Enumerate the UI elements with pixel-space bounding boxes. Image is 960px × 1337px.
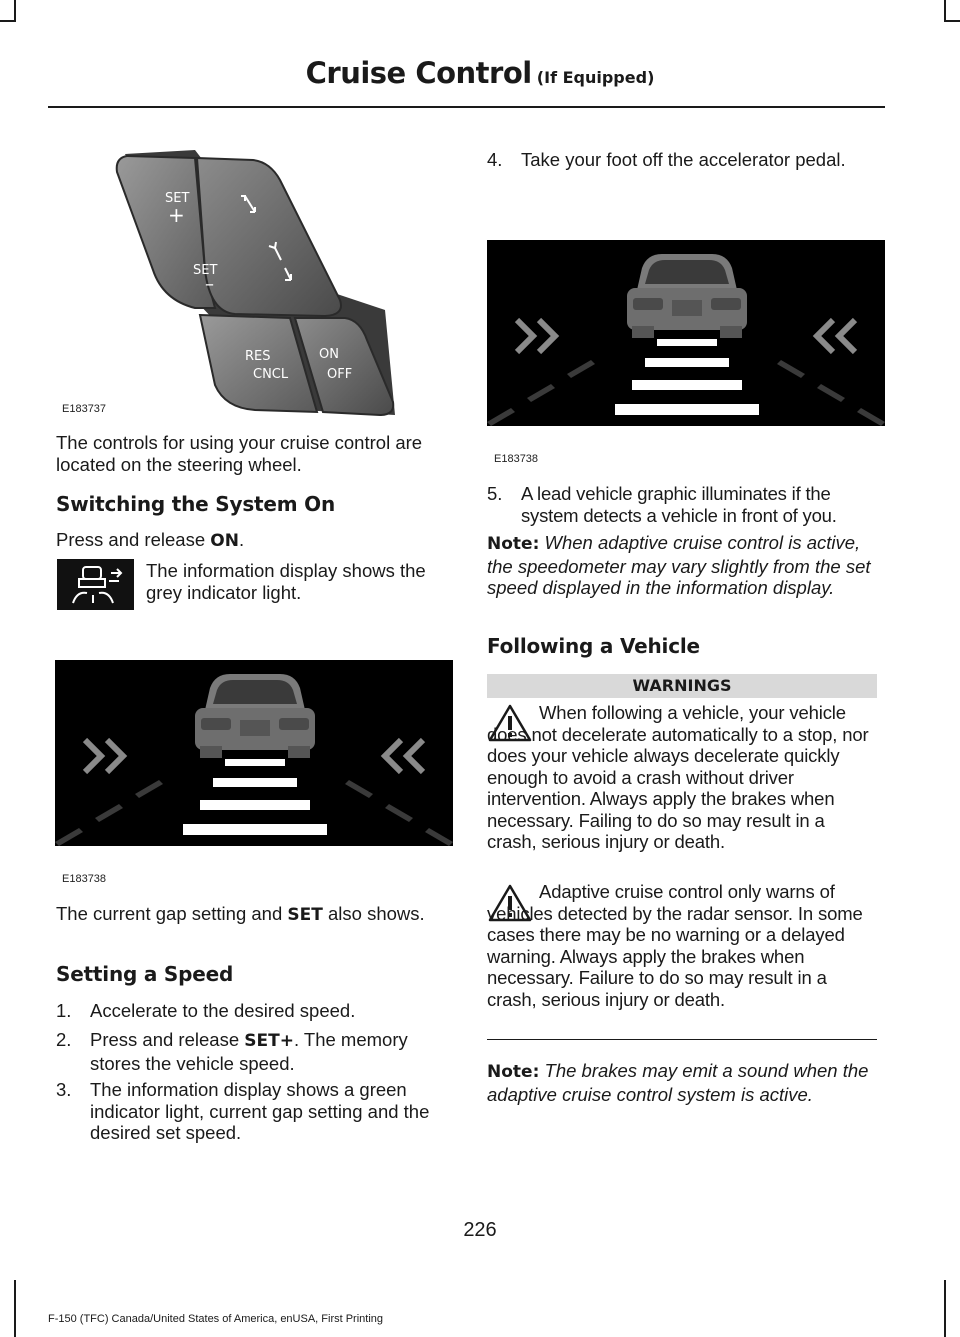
list-number: 2. bbox=[56, 1029, 72, 1050]
list-number: 3. bbox=[56, 1079, 72, 1100]
list-text: The information display shows a green indicator light, current gap setting and the desired set speed. bbox=[90, 1079, 430, 1143]
note-paragraph bbox=[487, 532, 877, 599]
list-text: Take your foot off the accelerator pedal. bbox=[521, 149, 846, 170]
note-text: When adaptive cruise control is active, the speedometer may vary slightly from the set speed displayed in the information display. bbox=[487, 532, 871, 598]
crop-mark bbox=[14, 0, 16, 22]
figure-code: E183738 bbox=[494, 453, 539, 465]
page-title: Cruise Control bbox=[305, 56, 532, 90]
on-label: ON bbox=[319, 347, 339, 362]
off-label: OFF bbox=[327, 367, 353, 382]
set-minus-label: SET bbox=[193, 263, 218, 278]
section-heading-setting-speed: Setting a Speed bbox=[56, 962, 234, 986]
list-item bbox=[487, 149, 877, 171]
section-heading-switching-on: Switching the System On bbox=[56, 492, 336, 516]
note-label: Note: bbox=[487, 534, 540, 554]
plus-label: + bbox=[168, 203, 185, 227]
step2-bold: SET+ bbox=[244, 1031, 294, 1051]
step2-suffix: . The memory stores the vehicle speed. bbox=[90, 1029, 408, 1074]
list-text: A lead vehicle graphic illuminates if the system detects a vehicle in front of you. bbox=[521, 483, 837, 526]
warnings-end-rule bbox=[487, 1039, 877, 1040]
gap-setting-paragraph bbox=[56, 903, 446, 927]
page-header bbox=[0, 56, 960, 90]
list-item bbox=[487, 483, 881, 526]
set-plus-label: SET bbox=[165, 191, 190, 206]
list-number: 5. bbox=[487, 483, 503, 504]
cncl-label: CNCL bbox=[253, 367, 289, 382]
press-on-paragraph bbox=[56, 529, 446, 553]
crop-mark bbox=[944, 1280, 946, 1337]
crop-mark bbox=[944, 20, 960, 22]
page-number: 226 bbox=[463, 1219, 497, 1241]
list-item bbox=[56, 1079, 448, 1144]
list-number: 4. bbox=[487, 149, 503, 170]
gap-display-figure bbox=[55, 660, 453, 846]
press-prefix: Press and release bbox=[56, 529, 211, 550]
res-label: RES bbox=[245, 349, 271, 364]
figure-code: E183737 bbox=[62, 403, 107, 415]
list-item bbox=[56, 1000, 448, 1022]
gap-suffix: also shows. bbox=[322, 903, 425, 924]
figure-code: E183738 bbox=[62, 873, 107, 885]
section-heading-following-vehicle: Following a Vehicle bbox=[487, 634, 700, 658]
edition-footer: F-150 (TFC) Canada/United States of America, enUSA, First Printing bbox=[48, 1313, 384, 1325]
list-text: Accelerate to the desired speed. bbox=[90, 1000, 356, 1021]
press-suffix: . bbox=[238, 529, 245, 550]
cruise-controls-figure bbox=[55, 140, 453, 418]
warning-paragraph: When following a vehicle, your vehicle does not decelerate automatically to a stop, nor does your vehicle always decelerate quickly enough to avoid a crash without driver intervention. Always apply the brakes when necessary. Failing to do so may result in a crash, serious injury or death. bbox=[487, 702, 869, 852]
header-rule bbox=[48, 106, 885, 108]
note-paragraph bbox=[487, 1060, 879, 1105]
minus-label: – bbox=[205, 274, 214, 295]
acc-indicator-icon bbox=[57, 559, 134, 610]
warning-paragraph: Adaptive cruise control only warns of vehicles detected by the radar sensor. In some cases there may be no warning or a delayed warning. Always apply the brakes when necessary. Failure to do so may result in a crash, serious injury or death. bbox=[487, 881, 863, 1010]
crop-mark bbox=[14, 1280, 16, 1337]
page-title-qualifier: (If Equipped) bbox=[536, 68, 655, 87]
lead-vehicle-figure bbox=[487, 240, 885, 426]
intro-paragraph: The controls for using your cruise control are located on the steering wheel. bbox=[56, 432, 423, 475]
press-on-bold: ON bbox=[210, 531, 239, 551]
gap-set-bold: SET bbox=[287, 905, 323, 925]
warnings-banner: WARNINGS bbox=[487, 674, 877, 698]
indicator-paragraph: The information display shows the grey indicator light. bbox=[146, 560, 426, 603]
crop-mark bbox=[944, 0, 946, 22]
gap-prefix: The current gap setting and bbox=[56, 903, 288, 924]
note-label: Note: bbox=[487, 1062, 540, 1082]
crop-mark bbox=[0, 20, 16, 22]
cruise-control-buttons-illustration bbox=[55, 140, 453, 418]
note-text: The brakes may emit a sound when the adaptive cruise control system is active. bbox=[487, 1060, 869, 1105]
list-item bbox=[56, 1029, 448, 1074]
list-text bbox=[90, 1029, 448, 1074]
list-number: 1. bbox=[56, 1000, 72, 1021]
step2-prefix: Press and release bbox=[90, 1029, 245, 1050]
